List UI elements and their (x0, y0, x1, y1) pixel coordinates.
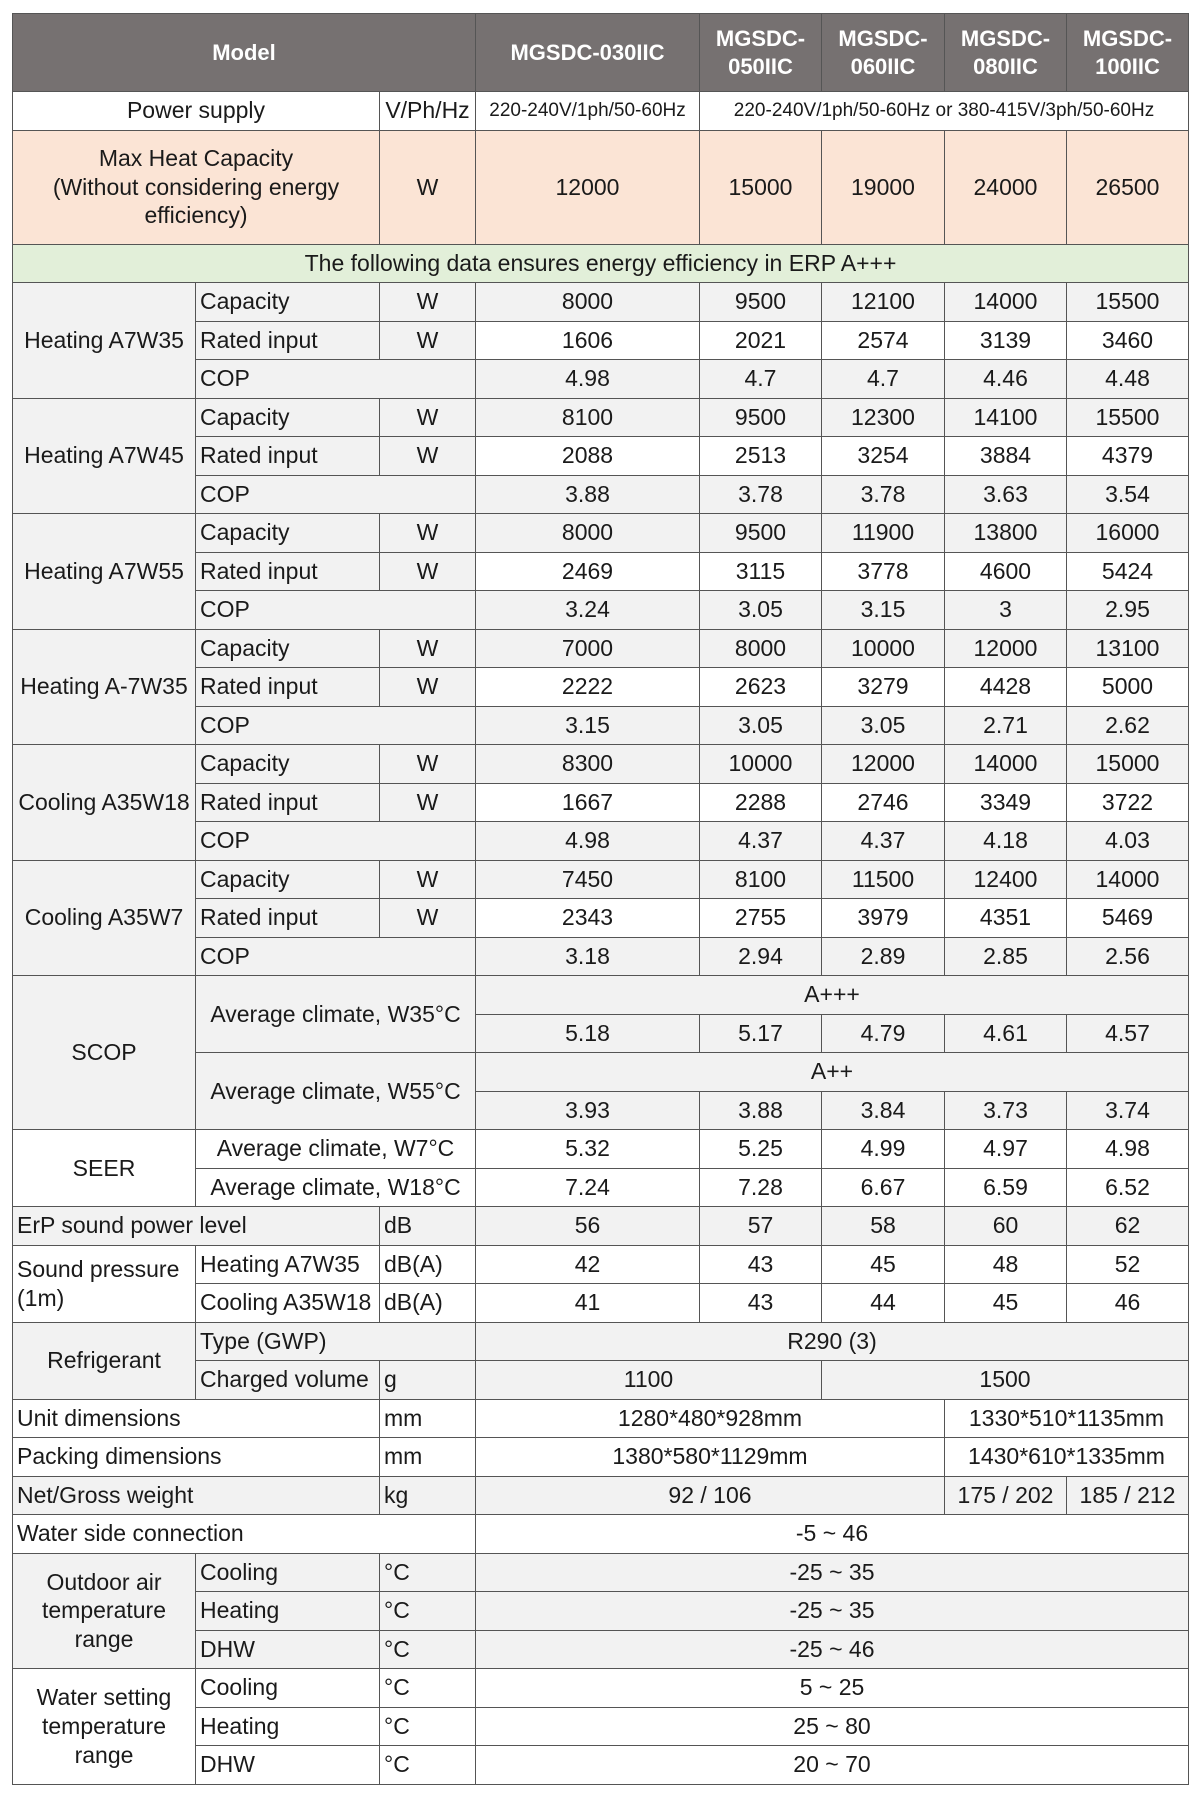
row-value: 2288 (700, 783, 822, 822)
max-heat-value: 15000 (700, 130, 822, 244)
outdoor-range-label: Outdoor air temperature range (13, 1553, 196, 1669)
row-value: 3.24 (476, 591, 700, 630)
seer-row-label: Average climate, W7°C (196, 1130, 476, 1169)
refrigerant-type-label: Type (GWP) (196, 1322, 476, 1361)
packing-dimensions-label: Packing dimensions (13, 1438, 380, 1477)
water-setting-label: Water setting temperature range (13, 1669, 196, 1785)
row-value: 5469 (1067, 899, 1189, 938)
table-row (13, 1553, 1189, 1592)
power-supply-030: 220-240V/1ph/50-60Hz (476, 92, 700, 131)
outdoor-range-row-label: DHW (196, 1630, 380, 1669)
row-value: 2088 (476, 437, 700, 476)
row-value: 3 (945, 591, 1067, 630)
row-value: 8100 (476, 398, 700, 437)
table-row (13, 514, 1189, 553)
row-value: 2.56 (1067, 937, 1189, 976)
row-value: 3.88 (476, 475, 700, 514)
packing-dimensions-unit: mm (380, 1438, 476, 1477)
row-unit: W (380, 860, 476, 899)
refrigerant-label: Refrigerant (13, 1322, 196, 1399)
row-value: 1667 (476, 783, 700, 822)
weight-080: 175 / 202 (945, 1476, 1067, 1515)
table-row (13, 629, 1189, 668)
table-row (13, 976, 1189, 1015)
scop-value: 3.88 (700, 1091, 822, 1130)
sound-power-value: 58 (822, 1207, 945, 1246)
seer-value: 6.67 (822, 1168, 945, 1207)
packing-dimensions-small: 1380*580*1129mm (476, 1438, 945, 1477)
row-value: 4379 (1067, 437, 1189, 476)
row-value: 2.85 (945, 937, 1067, 976)
header-model-0: MGSDC-030IIC (476, 14, 700, 92)
weight-unit: kg (380, 1476, 476, 1515)
row-value: 13100 (1067, 629, 1189, 668)
row-value: 8000 (700, 629, 822, 668)
row-value: 4.48 (1067, 360, 1189, 399)
row-value: 12000 (822, 745, 945, 784)
row-value: 2.71 (945, 706, 1067, 745)
row-value: 2746 (822, 783, 945, 822)
water-setting-row-label: Cooling (196, 1669, 380, 1708)
row-unit: W (380, 629, 476, 668)
row-value: 15500 (1067, 398, 1189, 437)
table-row (13, 1669, 1189, 1708)
seer-value: 5.32 (476, 1130, 700, 1169)
group-name: Heating A7W35 (13, 283, 196, 399)
sound-pressure-value: 41 (476, 1284, 700, 1323)
sound-power-value: 57 (700, 1207, 822, 1246)
group-name: Cooling A35W7 (13, 860, 196, 976)
table-row (13, 14, 1189, 92)
header-model-2: MGSDC- 060IIC (822, 14, 945, 92)
water-setting-unit: °C (380, 1707, 476, 1746)
row-label: COP (196, 706, 476, 745)
sound-power-unit: dB (380, 1207, 476, 1246)
row-value: 3.05 (700, 706, 822, 745)
row-value: 7450 (476, 860, 700, 899)
row-value: 2.94 (700, 937, 822, 976)
row-value: 2755 (700, 899, 822, 938)
scop-value: 4.57 (1067, 1014, 1189, 1053)
row-value: 3.78 (822, 475, 945, 514)
row-value: 7000 (476, 629, 700, 668)
water-setting-value: 20 ~ 70 (476, 1746, 1189, 1785)
sound-pressure-value: 45 (945, 1284, 1067, 1323)
row-value: 2469 (476, 552, 700, 591)
water-setting-unit: °C (380, 1669, 476, 1708)
scop-value: 5.18 (476, 1014, 700, 1053)
spec-table (12, 13, 1189, 1785)
row-value: 10000 (700, 745, 822, 784)
outdoor-range-unit: °C (380, 1630, 476, 1669)
outdoor-range-unit: °C (380, 1592, 476, 1631)
unit-dimensions-unit: mm (380, 1399, 476, 1438)
row-value: 4351 (945, 899, 1067, 938)
water-setting-value: 25 ~ 80 (476, 1707, 1189, 1746)
row-value: 3.54 (1067, 475, 1189, 514)
row-label: COP (196, 937, 476, 976)
seer-row-label: Average climate, W18°C (196, 1168, 476, 1207)
row-value: 9500 (700, 283, 822, 322)
max-heat-value: 26500 (1067, 130, 1189, 244)
row-value: 10000 (822, 629, 945, 668)
sound-pressure-unit: dB(A) (380, 1245, 476, 1284)
row-value: 2222 (476, 668, 700, 707)
sound-pressure-value: 52 (1067, 1245, 1189, 1284)
row-value: 5424 (1067, 552, 1189, 591)
sound-pressure-value: 48 (945, 1245, 1067, 1284)
weight-small: 92 / 106 (476, 1476, 945, 1515)
group-name: Heating A7W55 (13, 514, 196, 630)
table-row (13, 1130, 1189, 1169)
table-row (13, 1322, 1189, 1361)
row-value: 4.37 (822, 822, 945, 861)
sound-power-value: 56 (476, 1207, 700, 1246)
row-label: Capacity (196, 745, 380, 784)
power-supply-unit: V/Ph/Hz (380, 92, 476, 131)
row-value: 8100 (700, 860, 822, 899)
group-name: Heating A7W45 (13, 398, 196, 514)
header-model-3: MGSDC- 080IIC (945, 14, 1067, 92)
row-value: 12100 (822, 283, 945, 322)
row-value: 5000 (1067, 668, 1189, 707)
table-row (13, 1438, 1189, 1477)
row-value: 11500 (822, 860, 945, 899)
group-name: Heating A-7W35 (13, 629, 196, 745)
scop-label: SCOP (13, 976, 196, 1130)
row-value: 4.7 (700, 360, 822, 399)
table-row (13, 860, 1189, 899)
sound-power-value: 62 (1067, 1207, 1189, 1246)
row-unit: W (380, 668, 476, 707)
seer-value: 4.97 (945, 1130, 1067, 1169)
row-value: 2513 (700, 437, 822, 476)
sound-pressure-value: 43 (700, 1245, 822, 1284)
refrigerant-volume-unit: g (380, 1361, 476, 1400)
row-unit: W (380, 745, 476, 784)
row-value: 14000 (945, 283, 1067, 322)
row-value: 3778 (822, 552, 945, 591)
row-value: 4.98 (476, 822, 700, 861)
row-value: 4.18 (945, 822, 1067, 861)
row-value: 3139 (945, 321, 1067, 360)
row-value: 4600 (945, 552, 1067, 591)
row-value: 16000 (1067, 514, 1189, 553)
scop-value: 4.79 (822, 1014, 945, 1053)
water-setting-value: 5 ~ 25 (476, 1669, 1189, 1708)
row-unit: W (380, 783, 476, 822)
outdoor-range-row-label: Cooling (196, 1553, 380, 1592)
row-value: 13800 (945, 514, 1067, 553)
scop-row-label: Average climate, W35°C (196, 976, 476, 1053)
row-value: 8000 (476, 514, 700, 553)
row-label: Capacity (196, 514, 380, 553)
row-value: 12000 (945, 629, 1067, 668)
row-label: COP (196, 591, 476, 630)
row-unit: W (380, 552, 476, 591)
scop-value: 3.73 (945, 1091, 1067, 1130)
row-unit: W (380, 514, 476, 553)
outdoor-range-value: -25 ~ 35 (476, 1553, 1189, 1592)
row-value: 3.05 (700, 591, 822, 630)
row-value: 9500 (700, 514, 822, 553)
row-value: 2343 (476, 899, 700, 938)
water-connection-value: -5 ~ 46 (476, 1515, 1189, 1554)
row-label: Capacity (196, 629, 380, 668)
row-value: 2.89 (822, 937, 945, 976)
seer-value: 6.52 (1067, 1168, 1189, 1207)
row-value: 2574 (822, 321, 945, 360)
row-value: 3349 (945, 783, 1067, 822)
sound-pressure-unit: dB(A) (380, 1284, 476, 1323)
row-value: 2.95 (1067, 591, 1189, 630)
row-unit: W (380, 398, 476, 437)
row-value: 15000 (1067, 745, 1189, 784)
row-value: 3460 (1067, 321, 1189, 360)
max-heat-label: Max Heat Capacity (Without considering energy efficiency) (13, 130, 380, 244)
scop-value: 3.93 (476, 1091, 700, 1130)
seer-value: 7.24 (476, 1168, 700, 1207)
row-value: 14000 (1067, 860, 1189, 899)
group-name: Cooling A35W18 (13, 745, 196, 861)
row-unit: W (380, 437, 476, 476)
max-heat-value: 12000 (476, 130, 700, 244)
outdoor-range-unit: °C (380, 1553, 476, 1592)
sound-power-label: ErP sound power level (13, 1207, 380, 1246)
row-value: 3.18 (476, 937, 700, 976)
table-row (13, 1399, 1189, 1438)
scop-value: 3.74 (1067, 1091, 1189, 1130)
row-label: Rated input (196, 321, 380, 360)
row-value: 3722 (1067, 783, 1189, 822)
row-value: 12300 (822, 398, 945, 437)
seer-value: 7.28 (700, 1168, 822, 1207)
sound-pressure-value: 45 (822, 1245, 945, 1284)
row-label: COP (196, 360, 476, 399)
row-label: Rated input (196, 437, 380, 476)
row-value: 3979 (822, 899, 945, 938)
row-value: 15500 (1067, 283, 1189, 322)
row-value: 8300 (476, 745, 700, 784)
row-value: 14000 (945, 745, 1067, 784)
row-value: 14100 (945, 398, 1067, 437)
row-unit: W (380, 321, 476, 360)
water-setting-row-label: DHW (196, 1746, 380, 1785)
row-value: 3.78 (700, 475, 822, 514)
sound-pressure-row-label: Heating A7W35 (196, 1245, 380, 1284)
row-value: 4.46 (945, 360, 1067, 399)
table-row (13, 1515, 1189, 1554)
sound-pressure-label: Sound pressure (1m) (13, 1245, 196, 1322)
scop-value: 4.61 (945, 1014, 1067, 1053)
refrigerant-volume-small: 1100 (476, 1361, 822, 1400)
row-value: 3.63 (945, 475, 1067, 514)
row-value: 12400 (945, 860, 1067, 899)
row-value: 2623 (700, 668, 822, 707)
unit-dimensions-label: Unit dimensions (13, 1399, 380, 1438)
table-row (13, 1245, 1189, 1284)
max-heat-value: 24000 (945, 130, 1067, 244)
row-value: 11900 (822, 514, 945, 553)
row-value: 2021 (700, 321, 822, 360)
seer-value: 4.98 (1067, 1130, 1189, 1169)
table-row (13, 92, 1189, 131)
sound-pressure-value: 44 (822, 1284, 945, 1323)
unit-dimensions-small: 1280*480*928mm (476, 1399, 945, 1438)
row-label: Capacity (196, 860, 380, 899)
row-label: Capacity (196, 283, 380, 322)
row-label: Capacity (196, 398, 380, 437)
seer-value: 4.99 (822, 1130, 945, 1169)
table-row (13, 398, 1189, 437)
refrigerant-volume-label: Charged volume (196, 1361, 380, 1400)
row-label: Rated input (196, 783, 380, 822)
water-setting-unit: °C (380, 1746, 476, 1785)
sound-pressure-value: 46 (1067, 1284, 1189, 1323)
row-label: COP (196, 822, 476, 861)
row-label: Rated input (196, 668, 380, 707)
seer-value: 5.25 (700, 1130, 822, 1169)
row-value: 3254 (822, 437, 945, 476)
row-value: 3.05 (822, 706, 945, 745)
water-connection-label: Water side connection (13, 1515, 476, 1554)
max-heat-value: 19000 (822, 130, 945, 244)
row-label: COP (196, 475, 476, 514)
row-label: Rated input (196, 552, 380, 591)
outdoor-range-row-label: Heating (196, 1592, 380, 1631)
table-row (13, 1476, 1189, 1515)
header-model-1: MGSDC- 050IIC (700, 14, 822, 92)
table-row (13, 244, 1189, 283)
row-value: 4.37 (700, 822, 822, 861)
scop-row-label: Average climate, W55°C (196, 1053, 476, 1130)
row-value: 4.98 (476, 360, 700, 399)
sound-pressure-value: 43 (700, 1284, 822, 1323)
power-supply-label: Power supply (13, 92, 380, 131)
scop-rating: A+++ (476, 976, 1189, 1015)
scop-value: 5.17 (700, 1014, 822, 1053)
packing-dimensions-large: 1430*610*1335mm (945, 1438, 1189, 1477)
seer-label: SEER (13, 1130, 196, 1207)
row-value: 3.15 (822, 591, 945, 630)
power-supply-others: 220-240V/1ph/50-60Hz or 380-415V/3ph/50-60Hz (700, 92, 1189, 131)
row-unit: W (380, 283, 476, 322)
header-model-label: Model (13, 14, 476, 92)
unit-dimensions-large: 1330*510*1135mm (945, 1399, 1189, 1438)
row-value: 3.15 (476, 706, 700, 745)
weight-100: 185 / 212 (1067, 1476, 1189, 1515)
max-heat-unit: W (380, 130, 476, 244)
refrigerant-type-value: R290 (3) (476, 1322, 1189, 1361)
row-value: 3279 (822, 668, 945, 707)
row-value: 8000 (476, 283, 700, 322)
seer-value: 6.59 (945, 1168, 1067, 1207)
refrigerant-volume-large: 1500 (822, 1361, 1189, 1400)
sound-power-value: 60 (945, 1207, 1067, 1246)
table-row (13, 283, 1189, 322)
table-row (13, 745, 1189, 784)
row-value: 4.03 (1067, 822, 1189, 861)
table-row (13, 130, 1189, 244)
weight-label: Net/Gross weight (13, 1476, 380, 1515)
header-model-4: MGSDC- 100IIC (1067, 14, 1189, 92)
row-value: 3115 (700, 552, 822, 591)
outdoor-range-value: -25 ~ 46 (476, 1630, 1189, 1669)
outdoor-range-value: -25 ~ 35 (476, 1592, 1189, 1631)
table-row (13, 1207, 1189, 1246)
row-value: 4.7 (822, 360, 945, 399)
row-value: 9500 (700, 398, 822, 437)
row-value: 1606 (476, 321, 700, 360)
scop-value: 3.84 (822, 1091, 945, 1130)
row-unit: W (380, 899, 476, 938)
erp-note: The following data ensures energy efficiency in ERP A+++ (13, 244, 1189, 283)
scop-rating: A++ (476, 1053, 1189, 1092)
row-value: 3884 (945, 437, 1067, 476)
sound-pressure-value: 42 (476, 1245, 700, 1284)
sound-pressure-row-label: Cooling A35W18 (196, 1284, 380, 1323)
row-label: Rated input (196, 899, 380, 938)
row-value: 2.62 (1067, 706, 1189, 745)
row-value: 4428 (945, 668, 1067, 707)
water-setting-row-label: Heating (196, 1707, 380, 1746)
